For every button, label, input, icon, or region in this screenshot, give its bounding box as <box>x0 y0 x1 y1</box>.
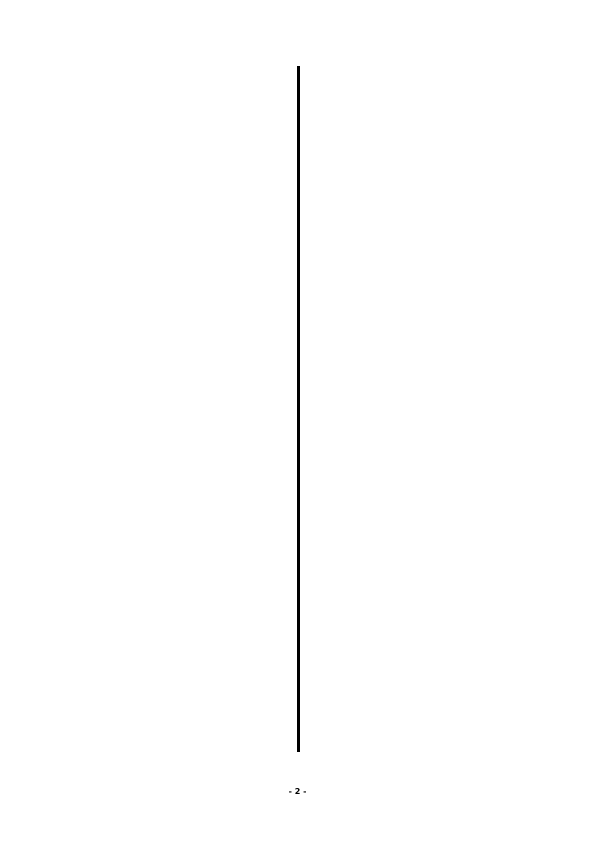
right-bottom-section <box>307 440 547 442</box>
right-top-section <box>307 70 547 72</box>
page-number: - 2 - <box>288 787 307 796</box>
left-top-section <box>47 70 287 72</box>
column-divider <box>297 66 300 752</box>
left-bottom-section <box>47 452 287 454</box>
